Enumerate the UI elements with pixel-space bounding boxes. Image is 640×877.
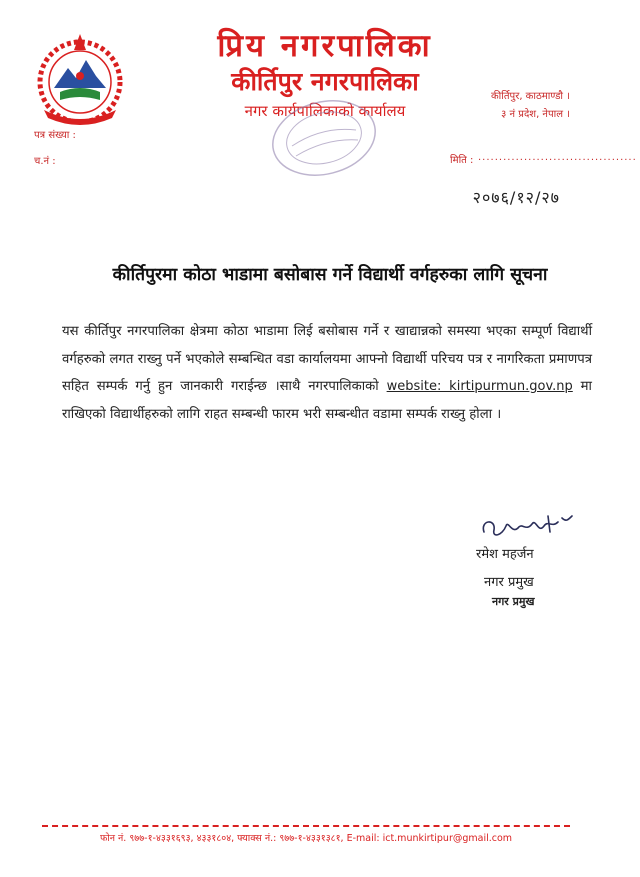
mayor-signature (478, 510, 578, 544)
address-line2: ३ नं प्रदेश, नेपाल । (501, 109, 570, 120)
date-label: मिति : (450, 155, 474, 166)
office-title-line1: प्रिय नगरपालिका (217, 28, 433, 64)
website-link[interactable]: website: kirtipurmun.gov.np (386, 379, 573, 394)
signatory-stamp-title: नगर प्रमुख (492, 595, 535, 608)
office-title-line3: नगर कार्यपालिकाको कार्यालय (244, 102, 406, 120)
office-address (491, 88, 570, 124)
nepal-emblem-icon (30, 30, 130, 130)
chalani-number-label: च.नं : (34, 156, 56, 167)
notice-body-part2: मा राखिएको विद्यार्थीहरुको लागि राहत सम्बन्धी फारम भरी सम्बन्धीत वडामा सम्पर्क राख्नु होला । (62, 379, 592, 422)
notice-heading: कीर्तिपुरमा कोठा भाडामा बसोबास गर्ने विद्यार्थी वर्गहरुका लागि सूचना (112, 265, 548, 285)
address-line1: कीर्तिपुर, काठमाण्डौ । (491, 91, 570, 102)
signatory-title: नगर प्रमुख (484, 575, 534, 590)
footer-contact: फोन नं. ९७७-१-४३३१६९३, ४३३१८०४, फ्याक्स नं.: ९७७-१-४३३१३८१, E-mail: ict.munkirtipur@gmail.com (99, 833, 513, 844)
signatory-name: रमेश महर्जन (476, 547, 534, 562)
notice-body (62, 318, 592, 428)
letter-number-label: पत्र संख्या : (34, 130, 76, 141)
footer-divider (42, 825, 570, 827)
office-seal-stamp (262, 96, 382, 180)
date-blank: ...................................... (478, 152, 637, 163)
letter-date: २०७६/१२/२७ (472, 188, 560, 207)
office-title-line2: कीर्तिपुर नगरपालिका (231, 67, 419, 96)
notice-body-part1: यस कीर्तिपुर नगरपालिका क्षेत्रमा कोठा भाडामा लिई बसोबास गर्ने र खाद्यान्नको समस्या भएका सम्पूर्ण विद्यार्थी वर्गहरुको लगत राख्नु पर्ने भएकोले सम्बन्धित वडा कार्यालयमा आफ्नो विद्यार्थी परिचय पत्र र नागरिकता प्रमाणपत्र सहित सम्पर्क गर्नु हुन जानकारी गराईन्छ ।साथै नगरपालिकाको (62, 324, 592, 394)
